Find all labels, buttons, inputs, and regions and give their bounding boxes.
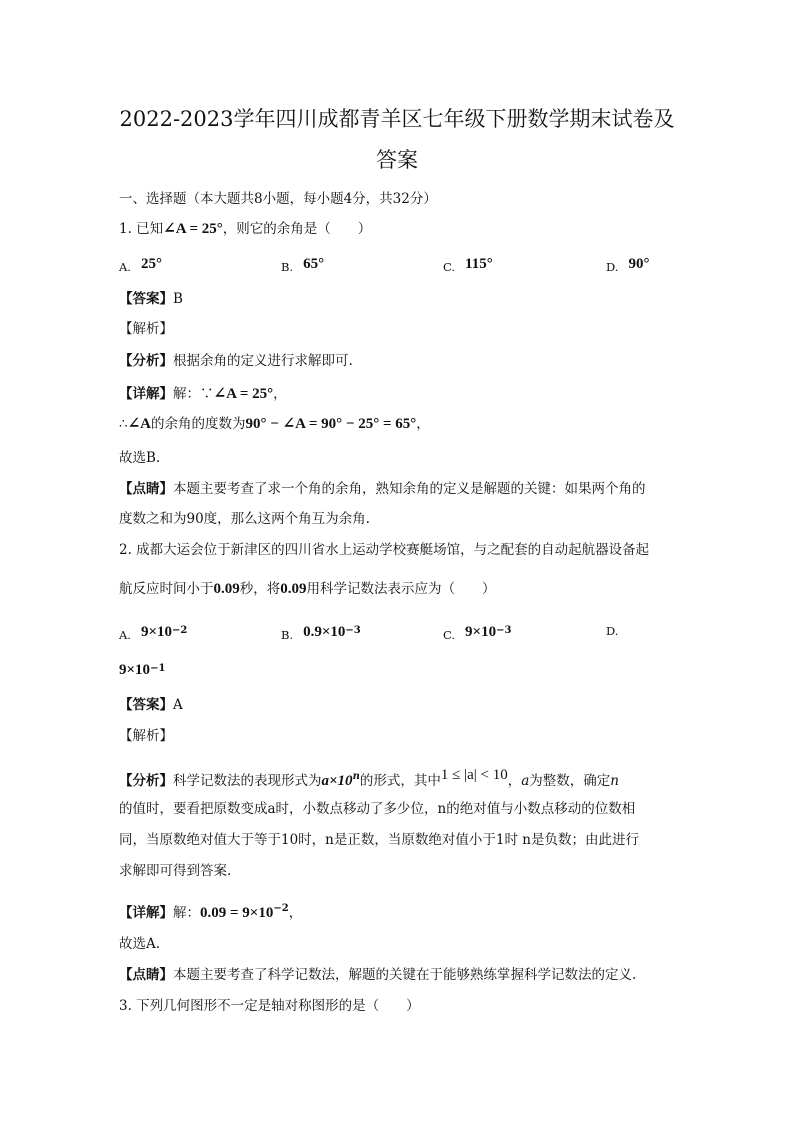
q1-option-b bbox=[281, 255, 324, 277]
option-label: D. bbox=[606, 624, 619, 638]
q1-choose: 故选B. bbox=[119, 450, 161, 466]
q2-stem-math-2: 0.09 bbox=[280, 581, 307, 597]
option-value: 25° bbox=[140, 256, 162, 272]
q2-comment bbox=[119, 966, 636, 984]
fenxi-text: 的形式，其中 bbox=[359, 773, 441, 789]
q2-stem-text: 秒，将 bbox=[239, 581, 281, 597]
option-value: 65° bbox=[303, 256, 325, 272]
detail-math-exponent: −2 bbox=[273, 903, 289, 914]
q2-analysis-tag: 【解析】 bbox=[119, 728, 173, 744]
fenxi-var: a bbox=[521, 773, 530, 789]
therefore-symbol: ∴ bbox=[119, 416, 128, 432]
fenxi-text: 根据余角的定义进行求解即可. bbox=[173, 353, 353, 369]
q1-therefore bbox=[119, 415, 430, 433]
option-label: A. bbox=[119, 628, 131, 642]
option-label: B. bbox=[281, 628, 294, 642]
section-heading: 一、选择题（本大题共8小题，每小题4分，共32分） bbox=[119, 191, 437, 207]
q2-stem-text: 航反应时间小于 bbox=[119, 581, 214, 597]
fenxi-tag: 【分析】 bbox=[119, 773, 173, 789]
q2-stem-line-2 bbox=[119, 580, 496, 598]
fenxi-text: 科学记数法的表现形式为 bbox=[173, 773, 322, 789]
option-base: 9×10 bbox=[465, 624, 497, 640]
q2-stem-math-1: 0.09 bbox=[213, 581, 240, 597]
document-title-line-1: 2022-2023学年四川成都青羊区七年级下册数学期末试卷及 bbox=[119, 107, 675, 131]
fenxi-var: n bbox=[610, 773, 619, 789]
q1-fenxi bbox=[119, 352, 353, 370]
detail-text: 解：∵ bbox=[173, 386, 214, 402]
answer-tag: 【答案】 bbox=[119, 291, 173, 307]
comment-text: 本题主要考查了求一个角的余角，熟知余角的定义是解题的关键：如果两个角的 bbox=[173, 481, 646, 497]
q1-answer bbox=[119, 290, 183, 308]
q1-stem-text-a: 1. 已知 bbox=[119, 221, 164, 237]
q1-stem bbox=[119, 220, 371, 238]
detail-math: ∠A = 25° bbox=[213, 386, 274, 402]
q2-fenxi-line-2: 的值时，要看把原数变成a时，小数点移动了多少位，n的绝对值与小数点移动的位数相 bbox=[119, 801, 636, 817]
detail-punct: ， bbox=[288, 905, 303, 921]
document-title-line-2: 答案 bbox=[376, 148, 418, 172]
q2-choose: 故选A. bbox=[119, 936, 161, 952]
comment-tag: 【点睛】 bbox=[119, 481, 173, 497]
q1-analysis-tag: 【解析】 bbox=[119, 321, 173, 337]
detail-math: 0.09 = 9×10 bbox=[200, 905, 274, 921]
q1-option-a bbox=[119, 255, 162, 277]
therefore-math-angle: ∠A bbox=[127, 416, 151, 432]
option-value: 90° bbox=[628, 256, 650, 272]
option-label: A. bbox=[119, 260, 131, 274]
q1-stem-math: ∠A = 25° bbox=[163, 221, 223, 237]
fenxi-text: 为整数，确定 bbox=[529, 773, 611, 789]
q2-option-c bbox=[443, 622, 511, 645]
therefore-math-equation: 90° − ∠A = 90° − 25° = 65° bbox=[245, 416, 417, 432]
q1-detail bbox=[119, 385, 287, 403]
fenxi-inequality: 1 ≤ |a| < 10 bbox=[440, 767, 508, 783]
q1-comment-line-2: 度数之和为90度，那么这两个角互为余角. bbox=[119, 511, 370, 527]
option-exponent: −1 bbox=[150, 663, 166, 674]
option-label: D. bbox=[606, 260, 619, 274]
q1-stem-text-b: ，则它的余角是（ ） bbox=[222, 221, 372, 237]
option-label: C. bbox=[443, 628, 456, 642]
q2-answer bbox=[119, 696, 183, 714]
detail-tag: 【详解】 bbox=[119, 905, 173, 921]
option-exponent: −2 bbox=[172, 625, 188, 636]
q2-option-d-label bbox=[606, 622, 628, 641]
q2-option-b bbox=[281, 622, 361, 645]
option-base: 9×10 bbox=[140, 624, 173, 640]
q2-stem-line-1: 2. 成都大运会位于新津区的四川省水上运动学校赛艇场馆，与之配套的自动起航器设备起 bbox=[119, 542, 650, 558]
comment-tag: 【点睛】 bbox=[119, 967, 173, 983]
q2-fenxi-line-1 bbox=[119, 766, 619, 790]
comment-text: 本题主要考查了科学记数法，解题的关键在于能够熟练掌握科学记数法的定义. bbox=[173, 967, 637, 983]
fenxi-math: a×10 bbox=[321, 773, 353, 789]
q2-detail bbox=[119, 900, 302, 922]
fenxi-tag: 【分析】 bbox=[119, 353, 173, 369]
therefore-punct: ， bbox=[416, 416, 430, 432]
fenxi-math-exponent: n bbox=[352, 771, 360, 782]
detail-tag: 【详解】 bbox=[119, 386, 173, 402]
option-base: 0.9×10 bbox=[303, 624, 346, 640]
q2-fenxi-line-4: 求解即可得到答案. bbox=[119, 863, 232, 879]
detail-text: 解： bbox=[173, 905, 200, 921]
q1-option-d bbox=[606, 255, 649, 277]
option-label: C. bbox=[443, 260, 456, 274]
therefore-text: 的余角的度数为 bbox=[151, 416, 246, 432]
q1-option-c bbox=[443, 255, 493, 277]
option-exponent: −3 bbox=[496, 625, 512, 636]
q2-fenxi-line-3: 同，当原数绝对值大于等于10时，n是正数，当原数绝对值小于1时 n是负数；由此进行 bbox=[119, 832, 639, 848]
fenxi-punct: ， bbox=[507, 773, 522, 789]
option-exponent: −3 bbox=[345, 625, 361, 636]
answer-tag: 【答案】 bbox=[119, 697, 173, 713]
q3-stem: 3. 下列几何图形不一定是轴对称图形的是（ ） bbox=[119, 998, 420, 1014]
answer-value: A bbox=[173, 697, 183, 713]
q2-option-d-value bbox=[119, 660, 165, 683]
q2-option-a bbox=[119, 622, 187, 645]
option-value: 115° bbox=[465, 256, 493, 272]
option-label: B. bbox=[281, 260, 294, 274]
answer-value: B bbox=[173, 291, 183, 307]
detail-punct: ， bbox=[273, 386, 287, 402]
q2-stem-text: 用科学记数法表示应为（ ） bbox=[306, 581, 496, 597]
option-base: 9×10 bbox=[119, 662, 151, 678]
q1-comment-line-1 bbox=[119, 480, 646, 498]
